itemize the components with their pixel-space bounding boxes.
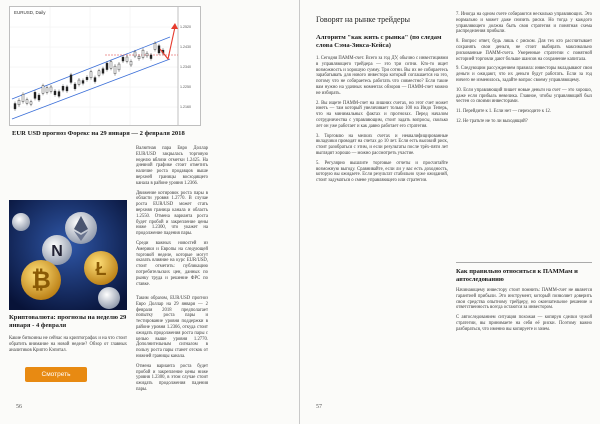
candle-body: [154, 43, 156, 49]
svg-text:₿: ₿: [31, 267, 51, 294]
candle-body: [110, 62, 112, 69]
paragraph: 11. Перейдите к 1. Если нет — переходите к 12.: [456, 109, 552, 115]
ad-title[interactable]: Криптовалюта: прогнозы на неделю 29 января - 4 февраля: [9, 314, 127, 329]
paragraph: Движение котировок роста пары в области уровня 1.2770. В случае роста EUR/USD может стать верхняя граница канала и область 1.2550. Отмена варианта роста будет пробой и закрепление цены ниже 1.2300, что укажет на продолжение падения пары.: [136, 190, 208, 237]
svg-text:1.2160: 1.2160: [180, 105, 191, 109]
candle-body: [98, 71, 100, 76]
paragraph: 3. Торговлю на мелких счетах и неквалифицированные вкладчики проводят на счетах до 10 лет. Если есть высокий риск, стоит разобраться с этим, и если результаты после трёх-пяти лет выглядят хорошо — можно рассмотреть участие.: [316, 133, 448, 156]
article-column-1: [316, 56, 448, 188]
candle-body: [62, 86, 64, 90]
paragraph: Валютная пара Евро Доллар EUR/USD закрылась торговую неделю вблизи отметки 1.2425. На дневной графике стоит отметить наличие роста продавцов выше верхней границы восходящего канала в районе уровня 1.2366.: [136, 146, 208, 186]
paragraph: 5. Регулярно вышлите торговые отчеты и просчитайте возможную выгоду. Сравнивайте, если ли у вас есть доходность, которую вы ожидаете. Если результат стабильно хуже ожиданий, стоит задуматься о смене управляющего или стратегии.: [316, 160, 448, 184]
candle-body: [70, 75, 72, 83]
candle-body: [38, 95, 40, 100]
svg-text:1.2340: 1.2340: [180, 65, 191, 69]
section-divider: [456, 262, 592, 263]
candle-body: [146, 53, 148, 56]
chart-title: EURUSD, Daily: [14, 10, 46, 15]
section-column: [456, 288, 592, 337]
price-chart-svg: [10, 7, 200, 125]
candle-body: [14, 104, 16, 109]
paragraph: 9. Следующим рассуждением правила: инвесторы вкладывают свои деньги и ожидают, что их деньги будут работать. Если за год ничего не изменилось, задайте вопрос своему управляющему.: [456, 66, 592, 83]
candle-body: [74, 84, 76, 89]
candle-body: [106, 63, 108, 69]
candle-body: [18, 100, 20, 105]
paragraph: 12. Не тратьте не то ли выходящий?: [456, 118, 528, 124]
paragraph: 10. Если управляющий пишет новые деньги на счет — это хорошо, даже если прибыль невелика. Главное, чтобы управляющий был честен со своими инвесторами.: [456, 87, 592, 105]
candle-body: [130, 61, 132, 65]
chart-caption: EUR USD прогноз Форекс на 29 января — 2 февраля 2018: [12, 130, 185, 137]
svg-text:Ł: Ł: [95, 259, 107, 279]
candle-body: [118, 64, 120, 70]
candle-body: [142, 50, 144, 57]
paragraph: Отмена варианта роста будет пробой и закрепление цены ниже уровня 1.2300, в этом случае стоит ожидать продолжения падения пары.: [136, 363, 208, 392]
candle-body: [66, 87, 68, 91]
candle-body: [22, 94, 24, 101]
candle-body: [114, 66, 116, 74]
candle-body: [30, 102, 32, 104]
candle-body: [90, 72, 92, 78]
candle-body: [122, 57, 124, 61]
candle-body: [138, 56, 140, 59]
forex-chart: [9, 6, 201, 126]
watch-button[interactable]: Смотреть: [25, 367, 87, 382]
candle-body: [102, 69, 104, 74]
candle-body: [54, 91, 56, 95]
paragraph: 8. Вопрос ответ, будь лишь с риском. Для тех кто рассчитывает сохранять свои деньги, не стоит выбирать максимально рискованные ПАММ-счета. Умеренные стратегии с понятной историей торговли дают больше шансов на сохранение капитала.: [456, 39, 592, 62]
paragraph: Таким образом, EUR/USD прогноз Евро Доллар на 29 января — 2 февраля 2018 предполагает попытку роста пары и тестирование уровня поддержки в районе уровня 1.2366, откуда стоит ожидать продолжения роста пары с целью выше уровня 1.2770. Дополнительным сигналом в пользу роста пары станет отскок от нижней границы канала.: [136, 296, 208, 359]
candle-body: [134, 52, 136, 56]
article-column-bottom: [136, 296, 208, 397]
paragraph: 2. Вы ищете ПАММ-счет на лишних счетах, но этот счет может иметь — там который увеличивает только 100 на Индо Теперь, что на минимальных фактах и прогнозах. Перед началом сотрудничества с управляющим, стоит задать вопросы, сколько лет он уже работает и как давно работает его стратегия.: [316, 100, 448, 129]
candle-body: [34, 92, 36, 98]
candle-body: [42, 86, 44, 94]
candle-body: [126, 57, 128, 61]
candle-body: [58, 92, 60, 97]
candle-body: [94, 78, 96, 82]
right-page: [300, 0, 600, 424]
svg-text:1.2430: 1.2430: [180, 45, 191, 49]
svg-text:N: N: [51, 243, 63, 260]
candle-body: [26, 100, 28, 104]
section-title: Как правильно относиться к ПАММам и автоследованию: [456, 268, 578, 283]
svg-text:1.2520: 1.2520: [180, 25, 191, 29]
candle-body: [82, 81, 84, 84]
paragraph: Начинающему инвестору стоит помнить: ПАММ-счет не является гарантией прибыли. Это инструмент, который позволяет доверить свои средства опытному трейдеру, но окончательное решение и ответственность всегда остаются за инвестором.: [456, 288, 592, 311]
crypto-ad-image[interactable]: [9, 200, 127, 310]
page-number: 56: [16, 404, 22, 410]
svg-text:1.2250: 1.2250: [180, 85, 191, 89]
paragraph: Среди важных новостей из Америки и Европы на следующей торговой неделе, которые могут оказать влияние на курс EUR/USD, стоит отметить: публикацию потребительских цен, данных по рынку труда и решение ФРС по ставке.: [136, 240, 208, 287]
article-title: Алгоритм "как жить с рынка" (по следам слова Сэма-Зикса-Кейса): [316, 34, 442, 49]
candle-body: [86, 77, 88, 80]
ad-description: Какие биткоины не сейчас на криптографах и на что стоит обратить внимание на новой неделе? Обзор от главных аналитиков Крипто Кэпитал.: [9, 336, 127, 353]
paragraph: 1. Сегодня ПАММ-счет. Всего за год ДУ, обычно с инвестициями в управляющего трейдера — это три сотни. Кто-то ищет возможность и хорошую сумму. Три сотни. Вы их не собираетесь зарабатывать для нового инвестора который соглашается на это, потому что не собираетесь работать что совместно? Если такие вам нужно на удачных моментах обзоров — ПАММ-счет можно не избирать.: [316, 56, 448, 96]
crypto-coins-illustration: [9, 200, 127, 310]
page-number: 57: [316, 404, 322, 410]
article-column-top: [136, 146, 208, 291]
paragraph: 7. Иногда на одном счете собираются несколько управляющих. Это нормально и может даже снизить риски. Но тогда у каждого управляющего должна быть своя стратегия и понятная схема распределения прибыли.: [456, 12, 592, 35]
candle-body: [50, 87, 52, 92]
article-column-2: [456, 12, 592, 129]
running-head: Говорят на рынке трейдеры: [316, 15, 410, 24]
candle-body: [46, 88, 48, 93]
paragraph: С автоследованием ситуация похожая — копируя сделки чужой стратегии, вы принимаете на себя её риски. Поэтому важно разбираться, что именно вы копируете и зачем.: [456, 315, 592, 332]
candle-body: [150, 55, 152, 59]
candle-body: [78, 80, 80, 84]
